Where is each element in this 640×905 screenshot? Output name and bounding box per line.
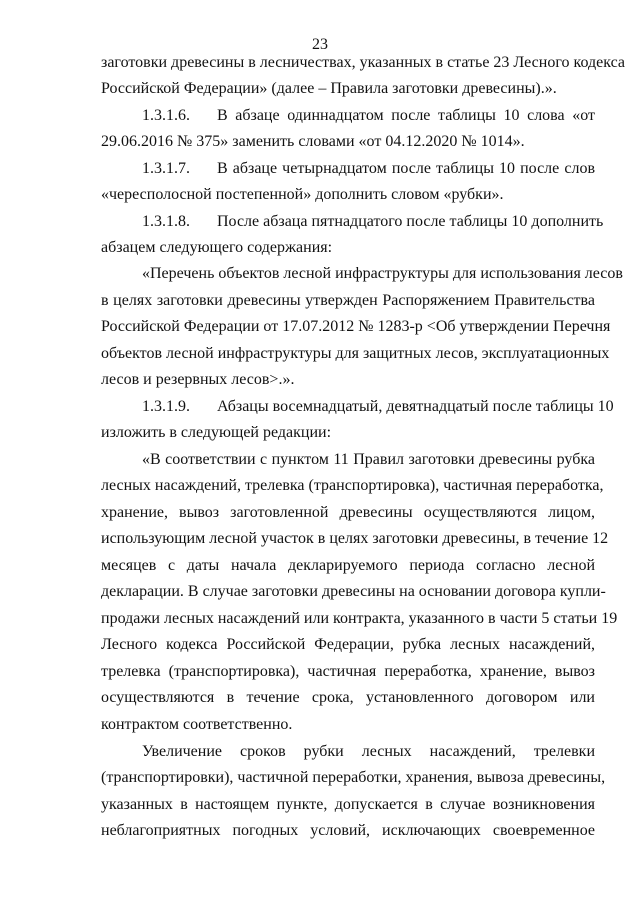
item-text: В абзаце одиннадцатом после таблицы 10 слова «от — [217, 107, 595, 124]
text-line: продажи лесных насаждений или контракта, указанного в части 5 статьи 19 — [101, 610, 618, 627]
item-label: 1.3.1.8. — [142, 213, 190, 230]
text-line: месяцев с даты начала декларируемого периода согласно лесной — [101, 557, 595, 574]
text-line: осуществляются в течение срока, установленного договором или — [101, 689, 595, 706]
text-line: «В соответствии с пунктом 11 Правил заготовки древесины рубка — [142, 451, 595, 468]
item-label: 1.3.1.7. — [142, 160, 190, 177]
text-line: Российской Федерации» (далее – Правила заготовки древесины).». — [101, 80, 557, 97]
text-line: (транспортировки), частичной переработки, хранения, вывоза древесины, — [101, 769, 606, 786]
text-line: трелевка (транспортировка), частичная переработка, хранение, вывоз — [101, 663, 595, 680]
text-line: заготовки древесины в лесничествах, указанных в статье 23 Лесного кодекса — [101, 54, 626, 71]
text-line: контрактом соответственно. — [101, 716, 293, 733]
text-line: в целях заготовки древесины утвержден Распоряжением Правительства — [101, 292, 595, 309]
text-line: Российской Федерации от 17.07.2012 № 1283-р <Об утверждении Перечня — [101, 318, 611, 335]
item-text: Абзацы восемнадцатый, девятнадцатый после таблицы 10 — [217, 398, 614, 415]
text-line: Лесного кодекса Российской Федерации, рубка лесных насаждений, — [101, 636, 595, 653]
item-text: После абзаца пятнадцатого после таблицы 10 дополнить — [217, 213, 604, 230]
text-line: указанных в настоящем пункте, допускается в случае возникновения — [101, 796, 595, 813]
page-number: 23 — [312, 36, 328, 53]
text-line: объектов лесной инфраструктуры для защитных лесов, эксплуатационных — [101, 345, 610, 362]
item-text: В абзаце четырнадцатом после таблицы 10 после слов — [217, 160, 595, 177]
text-line: Увеличение сроков рубки лесных насаждений, трелевки — [142, 743, 595, 760]
text-line: «чересполосной постепенной» дополнить словом «рубки». — [101, 186, 504, 203]
text-line: изложить в следующей редакции: — [101, 424, 332, 441]
text-line: хранение, вывоз заготовленной древесины осуществляются лицом, — [101, 504, 595, 521]
text-line: лесных насаждений, трелевка (транспортировка), частичная переработка, — [101, 477, 604, 494]
text-line: 29.06.2016 № 375» заменить словами «от 04.12.2020 № 1014». — [101, 133, 525, 150]
text-line: использующим лесной участок в целях заготовки древесины, в течение 12 — [101, 530, 609, 547]
text-line: декларации. В случае заготовки древесины на основании договора купли- — [101, 583, 606, 600]
item-label: 1.3.1.9. — [142, 398, 190, 415]
text-line: неблагоприятных погодных условий, исключающих своевременное — [101, 822, 595, 839]
item-label: 1.3.1.6. — [142, 107, 190, 124]
text-line: лесов и резервных лесов>.». — [101, 371, 295, 388]
text-line: «Перечень объектов лесной инфраструктуры для использования лесов — [142, 265, 623, 282]
text-line: абзацем следующего содержания: — [101, 239, 333, 256]
